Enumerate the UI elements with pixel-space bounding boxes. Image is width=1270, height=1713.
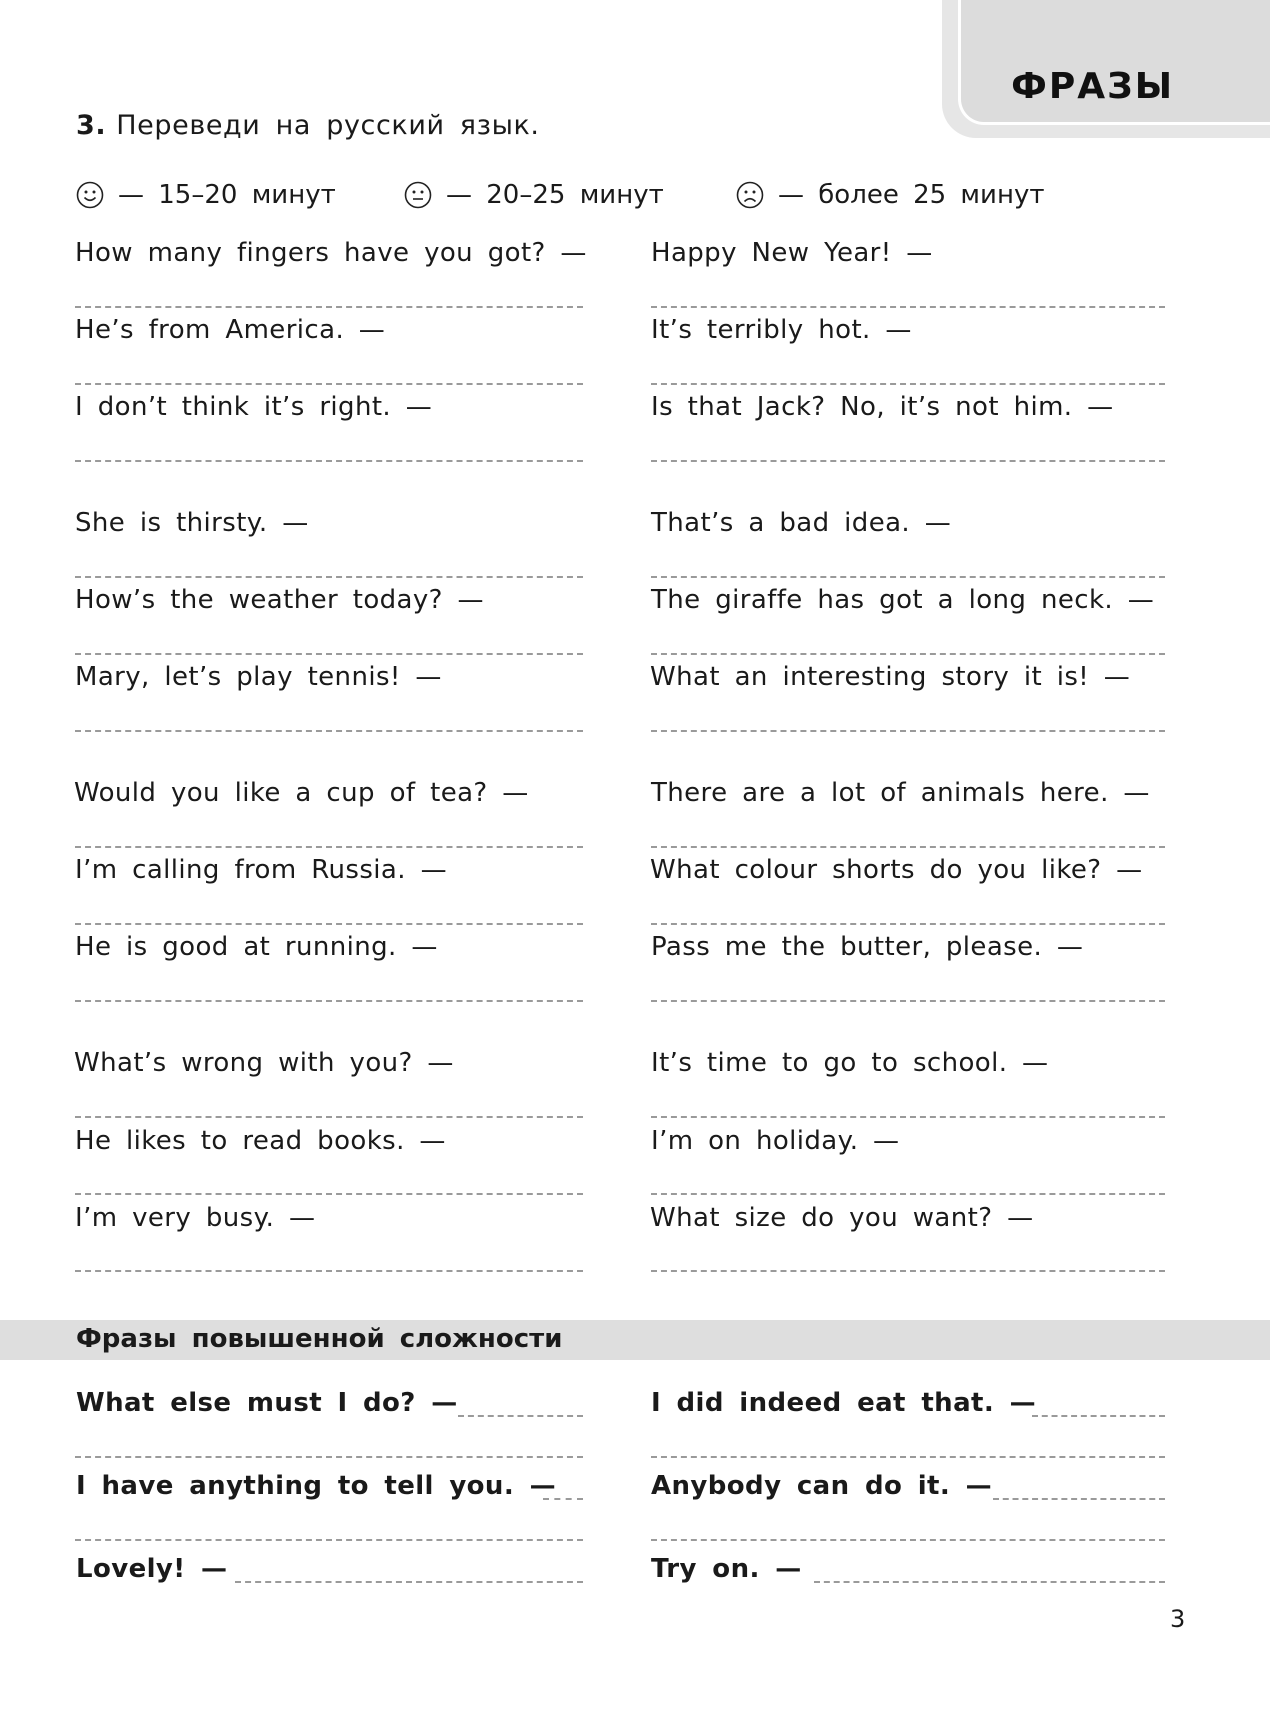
phrase-right-1: Happy New Year! — (651, 238, 933, 268)
phrase-left-6: Mary, let’s play tennis! — (75, 662, 442, 692)
phrase-left-1: How many fingers have you got? — (75, 238, 587, 268)
phrase-left-3: I don’t think it’s right. — (75, 392, 433, 422)
task-heading (76, 110, 540, 141)
phrase-left-11: He likes to read books. — (75, 1126, 446, 1156)
phrase-right-5: The giraffe has got a long neck. — (651, 585, 1155, 615)
answer-inline-right-1[interactable] (1032, 1415, 1165, 1417)
answer-line-left-10[interactable] (75, 1116, 583, 1118)
page-number: 3 (1170, 1605, 1186, 1633)
answer-inline-right-2[interactable] (993, 1498, 1165, 1500)
answer-line-left-12[interactable] (75, 1270, 583, 1272)
answer-line-right-9[interactable] (651, 1000, 1165, 1002)
answer-line-right-3[interactable] (651, 460, 1165, 462)
answer-line-adv-left-2[interactable] (75, 1539, 583, 1541)
answer-inline-left-1[interactable] (458, 1415, 583, 1417)
advanced-phrase-right-1: I did indeed eat that. — (651, 1388, 1036, 1418)
timing-fast (76, 180, 336, 210)
answer-line-left-4[interactable] (75, 576, 583, 578)
phrase-right-10: It’s time to go to school. — (651, 1048, 1049, 1078)
advanced-phrase-right-3: Try on. — (651, 1554, 802, 1584)
phrase-left-10: What’s wrong with you? — (74, 1048, 454, 1078)
phrase-left-2: He’s from America. — (75, 315, 386, 345)
answer-line-adv-right-2[interactable] (651, 1539, 1165, 1541)
phrase-right-7: There are a lot of animals here. — (651, 778, 1150, 808)
advanced-phrase-left-1: What else must I do? — (76, 1388, 458, 1418)
answer-line-left-5[interactable] (75, 653, 583, 655)
phrase-left-7: Would you like a cup of tea? — (74, 778, 529, 808)
answer-inline-right-3[interactable] (814, 1581, 1165, 1583)
answer-line-right-8[interactable] (651, 923, 1165, 925)
answer-line-left-6[interactable] (75, 730, 583, 732)
phrase-right-4: That’s a bad idea. — (651, 508, 952, 538)
answer-line-left-9[interactable] (75, 1000, 583, 1002)
answer-line-adv-left-1[interactable] (75, 1456, 583, 1458)
phrase-left-12: I’m very busy. — (75, 1203, 316, 1233)
smile-face-icon (76, 181, 104, 209)
phrase-right-2: It’s terribly hot. — (651, 315, 912, 345)
phrase-left-9: He is good at running. — (75, 932, 438, 962)
timing-slow (736, 180, 1044, 210)
answer-line-left-2[interactable] (75, 383, 583, 385)
advanced-phrase-left-3: Lovely! — (76, 1554, 228, 1584)
phrase-left-4: She is thirsty. — (75, 508, 309, 538)
phrase-left-8: I’m calling from Russia. — (75, 855, 447, 885)
answer-line-right-4[interactable] (651, 576, 1165, 578)
neutral-face-icon (404, 181, 432, 209)
phrase-left-5: How’s the weather today? — (75, 585, 484, 615)
answer-line-right-6[interactable] (651, 730, 1165, 732)
answer-line-left-8[interactable] (75, 923, 583, 925)
task-instruction: Переведи на русский язык. (116, 110, 540, 141)
advanced-section-title: Фразы повышенной сложности (76, 1324, 563, 1354)
answer-line-left-1[interactable] (75, 306, 583, 308)
answer-inline-left-3[interactable] (235, 1581, 583, 1583)
answer-line-left-3[interactable] (75, 460, 583, 462)
answer-line-left-7[interactable] (75, 846, 583, 848)
answer-line-right-11[interactable] (651, 1193, 1165, 1195)
sad-face-icon (736, 181, 764, 209)
timing-medium-text: — 20–25 минут (446, 180, 664, 210)
answer-line-adv-right-1[interactable] (651, 1456, 1165, 1458)
phrase-right-8: What colour shorts do you like? — (650, 855, 1143, 885)
phrase-right-12: What size do you want? — (650, 1203, 1034, 1233)
timing-fast-text: — 15–20 минут (118, 180, 336, 210)
answer-inline-left-2[interactable] (543, 1498, 583, 1500)
answer-line-right-12[interactable] (651, 1270, 1165, 1272)
phrase-right-6: What an interesting story it is! — (650, 662, 1131, 692)
advanced-phrase-right-2: Anybody can do it. — (651, 1471, 992, 1501)
timing-medium (404, 180, 664, 210)
answer-line-right-10[interactable] (651, 1116, 1165, 1118)
timing-slow-text: — более 25 минут (778, 180, 1045, 210)
phrase-right-3: Is that Jack? No, it’s not him. — (651, 392, 1114, 422)
answer-line-right-1[interactable] (651, 306, 1165, 308)
phrase-right-9: Pass me the butter, please. — (651, 932, 1084, 962)
answer-line-left-11[interactable] (75, 1193, 583, 1195)
answer-line-right-7[interactable] (651, 846, 1165, 848)
answer-line-right-5[interactable] (651, 653, 1165, 655)
task-number: 3. (76, 110, 107, 141)
advanced-phrase-left-2: I have anything to tell you. — (76, 1471, 556, 1501)
section-title: ФРАЗЫ (1011, 66, 1174, 107)
answer-line-right-2[interactable] (651, 383, 1165, 385)
phrase-right-11: I’m on holiday. — (651, 1126, 900, 1156)
